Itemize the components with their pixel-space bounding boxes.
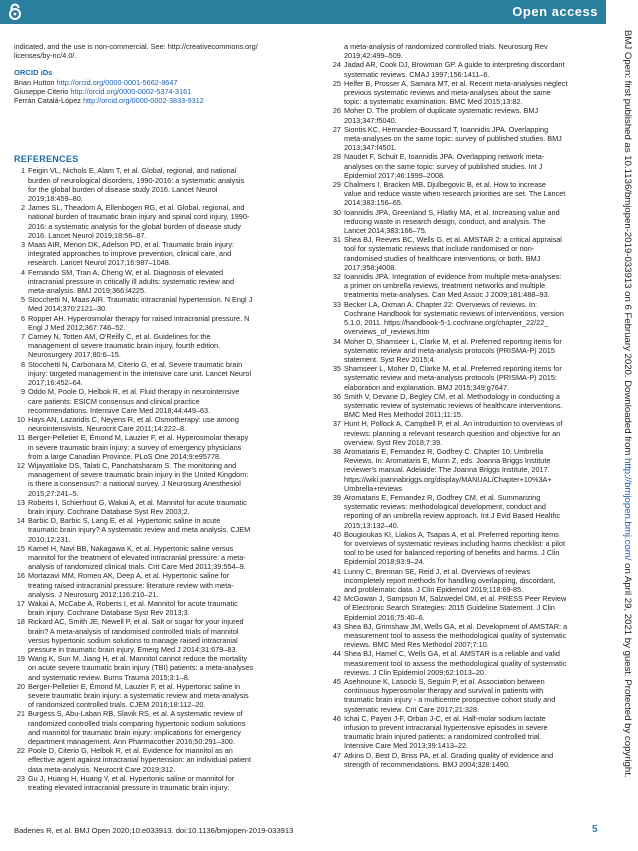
reference-text: Kamel H, Navi BB, Nakagawa K, et al. Hypertonic saline versus mannitol for the treatment of elevated intracranial pressure: a meta- analysis of randomized clinical trials. Crit Care Med 2011;39:554–9. bbox=[28, 543, 246, 572]
reference-number: 3 bbox=[20, 240, 25, 250]
reference-item bbox=[330, 272, 600, 300]
reference-number: 34 bbox=[332, 336, 341, 346]
reference-text: Lunny C, Brennan SE, Reid J, et al. Overviews of reviews incompletely report methods for handling overlapping, discordant, and problematic data. J Clin Epidemiol 2019;118:69-85. bbox=[344, 566, 556, 594]
orcid-entry bbox=[14, 96, 284, 105]
reference-number: 29 bbox=[332, 180, 341, 190]
footer-citation: Badenes R, et al. BMJ Open 2020;10:e033913. doi:10.1136/bmjopen-2019-033913 bbox=[14, 826, 294, 835]
page-number: 5 bbox=[592, 824, 598, 835]
side-banner-link[interactable]: http://bmjopen.bmj.com/ bbox=[622, 458, 633, 561]
reference-number: 40 bbox=[332, 529, 341, 539]
reference-text: Roberts I, Schierhout G, Wakai A, et al. Mannitol for acute traumatic brain injury. Cochrane Database Syst Rev 2003;2. bbox=[28, 497, 247, 516]
side-banner bbox=[620, 30, 634, 820]
reference-number: 46 bbox=[332, 713, 341, 723]
reference-text: Wijayatilake DS, Talati C, Panchatsharam S. The monitoring and management of severe traumatic brain injury in the United Kingdom: is there a consensus?: a national survey. J Neurosurg Anesthesiol 2015;27:241–5. bbox=[28, 460, 249, 498]
reference-number: 44 bbox=[332, 649, 341, 659]
reference-number: 33 bbox=[332, 299, 341, 309]
reference-text: Moher D. The problem of duplicate systematic reviews. BMJ 2013;347:f5040. bbox=[344, 106, 539, 125]
reference-number: 7 bbox=[20, 332, 25, 342]
reference-item bbox=[330, 751, 600, 769]
reference-text: Aromataris E, Fernandez R, Godfrey C. Chapter 10: Umbrella Reviews. In: Aromataris E, Munn Z, eds. Joanna Briggs Institute reviewer's manual. Adelaide: The Joanna Briggs Institute, 2017. https://wiki.joannabriggs.org/display/MANUAL/Chapter+10%3A+ Umbrella+reviews bbox=[344, 446, 552, 493]
reference-text: Naudet F, Schuit E, Ioannidis JPA. Overlapping network meta- analyses on the same topic: survey of published studies. Int J Epidemiol 2017;46:1999–2008. bbox=[344, 152, 545, 180]
orcid-link[interactable]: http://orcid.org/0000-0002-3833-9312 bbox=[82, 96, 204, 106]
reference-number: 35 bbox=[332, 364, 341, 374]
side-banner-prefix: BMJ Open: first published as 10.1136/bmjopen-2019-033913 on 6 February 2020. Downloaded from bbox=[622, 30, 633, 459]
reference-text: Rickard AC, Smith JE, Newell P, et al. Salt or sugar for your injured brain? A meta-analysis of randomised controlled trials of mannitol versus hypertonic sodium solutions to manage raised intracranial pressure in traumatic brain injury. Emerg Med J 2014;31:679–83. bbox=[28, 617, 244, 654]
reference-item bbox=[14, 295, 284, 313]
reference-item bbox=[330, 649, 600, 677]
open-access-label: Open access bbox=[512, 4, 598, 19]
reference-item bbox=[14, 268, 284, 296]
reference-number: 12 bbox=[16, 460, 25, 470]
reference-text: Bougioukas KI, Liakos A, Tsapas A, et al. Preferred reporting items for overviews of systematic reviews including harms checklist: a pilot tool to be used for balanced reporting of benefits and harms. J Clin Epidemiol 2018;93:9–24. bbox=[344, 529, 566, 567]
reference-item bbox=[14, 498, 284, 516]
reference-text: Ropper AH. Hyperosmolar therapy for raised intracranial pressure. N Engl J Med 2012;367:746–52. bbox=[28, 313, 250, 332]
reference-text: Hunt H, Pollock A, Campbell P, et al. An introduction to overviews of reviews: planning a relevant research question and objective for an overview. Syst Rev 2018;7:39. bbox=[344, 419, 563, 447]
reference-text: a meta-analysis of randomized controlled trials. Neurosurg Rev 2019;42:499–509. bbox=[344, 42, 548, 61]
reference-number: 27 bbox=[332, 124, 341, 134]
reference-item bbox=[330, 622, 600, 650]
preamble-line: indicated, and the use is non-commercial. See: http://creativecommons.org/ bbox=[14, 42, 258, 51]
reference-number: 26 bbox=[332, 106, 341, 116]
reference-number: 1 bbox=[20, 166, 25, 176]
reference-item bbox=[14, 654, 284, 682]
reference-number: 39 bbox=[332, 492, 341, 502]
reference-text: James SL, Theadom A, Ellenbogen RG, et al. Global, regional, and national burden of traumatic brain injury and spinal cord injury, 1990- 2016: a systematic analysis for the global burden of disease study 2016. Lancet Neurol 2019;18:56–87. bbox=[28, 203, 250, 240]
reference-text: Wang K, Sun M, Jiang H, et al. Mannitol cannot reduce the mortality on acute severe traumatic brain injury (TBI) patients: a meta-analyses and systematic review. Burns Trauma 2015;3:1–8. bbox=[28, 654, 254, 682]
reference-item bbox=[330, 447, 600, 493]
reference-number: 23 bbox=[16, 773, 25, 783]
reference-text: Oddo M, Poole D, Helbok R, et al. Fluid therapy in neurointensive care patients: ESICM consensus and clinical practice recommendations. Intensive Care Med 2018;44:449–63. bbox=[28, 387, 240, 415]
orcid-link[interactable]: http://orcid.org/0000-0001-5662-8647 bbox=[56, 77, 178, 87]
reference-text: Fernando SM, Tran A, Cheng W, et al. Diagnosis of elevated intracranial pressure in critically ill adults: systematic review and meta-analysis. BMJ 2019;366:l4225. bbox=[28, 267, 235, 296]
reference-item bbox=[330, 594, 600, 622]
reference-item bbox=[14, 387, 284, 415]
reference-text: Berger-Pelletier E, Émond M, Lauzier F, et al. Hyperosmolar therapy in severe traumatic brain injury: a survey of emergency physicians from a large Canadian Province. PLoS One 2014;9:e95778. bbox=[28, 433, 249, 461]
reference-number: 32 bbox=[332, 272, 341, 282]
reference-item bbox=[14, 516, 284, 544]
reference-number: 42 bbox=[332, 594, 341, 604]
reference-item bbox=[14, 314, 284, 332]
reference-number: 43 bbox=[332, 621, 341, 631]
reference-number: 30 bbox=[332, 207, 341, 217]
reference-text: Wakai A, McCabe A, Roberts I, et al. Mannitol for acute traumatic brain injury. Cochrane Database Syst Rev 2013;3. bbox=[28, 598, 238, 618]
reference-text: Gu J, Huang H, Huang Y, et al. Hypertonic saline or mannitol for treating elevated intracranial pressure in traumatic brain injury: bbox=[28, 773, 235, 793]
references-list-right bbox=[330, 42, 600, 769]
reference-number: 5 bbox=[20, 295, 25, 305]
reference-number: 36 bbox=[332, 391, 341, 401]
reference-item bbox=[14, 415, 284, 433]
reference-text: Berger-Pelletier E, Émond M, Lauzier F, et al. Hypertonic saline in severe traumatic brain injury: a systematic review and meta-analysis of randomized controlled trials. CJEM 2016;18:112–20. bbox=[28, 681, 249, 710]
open-access-lock-icon bbox=[6, 3, 24, 21]
reference-item bbox=[330, 677, 600, 714]
reference-text: Helfer B, Prosser A, Samara MT, et al. Recent meta-analyses neglect previous systematic reviews and meta-analyses about the same topic: a systematic examination. BMC Med 2015;13:82. bbox=[344, 78, 568, 107]
reference-text: Carney N, Totten AM, O'Reilly C, et al. Guidelines for the management of severe traumatic brain injury, fourth edition. Neurosurgery 2017;80:6–15. bbox=[28, 332, 221, 360]
reference-item bbox=[330, 180, 600, 208]
reference-item bbox=[330, 493, 600, 530]
reference-item bbox=[330, 567, 600, 595]
reference-text: Ioannidis JPA. Integration of evidence from multiple meta-analyses: a primer on umbrella reviews, treatment networks and multiple treatments meta-analyses. Can Med Assoc J 2009;181:488–93. bbox=[344, 272, 562, 300]
reference-text: Moher D, Shamseer L, Clarke M, et al. Preferred reporting items for systematic review and meta-analysis protocols (PRISMA-P) 2015 statement. Syst Rev 2015;4. bbox=[344, 336, 562, 364]
reference-number: 4 bbox=[20, 267, 25, 277]
reference-number: 22 bbox=[16, 746, 25, 756]
license-preamble bbox=[14, 42, 284, 60]
reference-number: 25 bbox=[332, 78, 341, 88]
reference-item bbox=[330, 106, 600, 124]
reference-number: 21 bbox=[16, 709, 25, 719]
reference-item bbox=[14, 682, 284, 710]
orcid-entry bbox=[14, 78, 284, 87]
reference-number: 8 bbox=[20, 359, 25, 369]
orcid-author: Brian Hutton bbox=[14, 77, 57, 87]
reference-number: 28 bbox=[332, 152, 341, 162]
reference-text: Ichai C, Payen J-F, Orban J-C, et al. Half-molar sodium lactate infusion to prevent intracranial hypertensive episodes in severe traumatic brain injured patients: a randomized controlled trial. Intensive Care Med 2013;39:1413–22. bbox=[344, 713, 548, 751]
reference-text: Maas AIR, Menon DK, Adelson PD, et al. Traumatic brain injury: integrated approaches to improve prevention, clinical care, and research. Lancet Neurol 2017;16:987–1048. bbox=[28, 240, 235, 268]
reference-number: 17 bbox=[16, 598, 25, 608]
reference-text: Siontis KC, Hernandez-Boussard T, Ioannidis JPA. Overlapping meta-analyses on the same topic: survey of published studies. BMJ 2013;347:f4501. bbox=[344, 124, 562, 153]
side-banner-suffix: on April 29, 2021 by guest. Protected by copyright. bbox=[622, 560, 633, 778]
reference-text: Shea BJ, Grimshaw JM, Wells GA, et al. Development of AMSTAR: a measurement tool to assess the methodological quality of systematic reviews. BMC Med Res Methodol 2007;7:10. bbox=[344, 621, 568, 650]
reference-text: Ioannidis JPA, Greenland S, Hlatky MA, et al. Increasing value and reducing waste in research design, conduct, and analysis. The Lancet 2014;383:166–75. bbox=[344, 207, 560, 236]
reference-item bbox=[330, 125, 600, 153]
reference-item bbox=[330, 337, 600, 365]
reference-number: 16 bbox=[16, 571, 25, 581]
reference-item bbox=[330, 300, 600, 337]
reference-number: 41 bbox=[332, 566, 341, 576]
reference-number: 13 bbox=[16, 497, 25, 507]
reference-number: 47 bbox=[332, 750, 341, 760]
orcid-link[interactable]: http://orcid.org/0000-0002-5374-3161 bbox=[70, 86, 192, 96]
reference-item bbox=[330, 419, 600, 447]
preamble-line: licenses/by-nc/4.0/. bbox=[14, 51, 77, 61]
reference-text: Hays AN, Lazaridis C, Neyens R, et al. Osmotherapy: use among neurointensivists. Neurocrit Care 2011;14:222–8. bbox=[28, 414, 239, 434]
reference-item bbox=[330, 530, 600, 567]
reference-text: Shea BJ, Reeves BC, Wells G, et al. AMSTAR 2: a critical appraisal tool for systematic reviews that include randomised or non- randomised studies of healthcare interventions, or both. BMJ 2017;358:j4008. bbox=[344, 235, 562, 272]
left-column bbox=[14, 42, 284, 792]
reference-number: 14 bbox=[16, 516, 25, 526]
reference-item bbox=[330, 42, 600, 60]
reference-number: 6 bbox=[20, 313, 25, 323]
reference-text: Burgess S, Abu-Laban RB, Slavik RS, et al. A systematic review of randomized controlled trials comparing hypertonic sodium solutions and mannitol for traumatic brain injury: implications for emergency department management. Ann Pharmacother 2016;50:291–300. bbox=[28, 709, 246, 747]
reference-item bbox=[330, 152, 600, 180]
reference-text: Stocchetti N, Maas AIR. Traumatic intracranial hypertension. N Engl J Med 2014;370:2121–30. bbox=[28, 295, 253, 314]
reference-text: Asehnoune K, Lasocki S, Seguin P, et al. Association between continuous hyperosmolar therapy and survival in patients with traumatic brain injury - a multicentre prospective cohort study and systematic review. Crit Care 2017;21:328. bbox=[344, 677, 556, 714]
reference-text: Shea BJ, Hamel C, Wells GA, et al. AMSTAR is a reliable and valid measurement tool to assess the methodological quality of systematic reviews. J Clin Epidemiol 2009;62:1013–20. bbox=[344, 649, 567, 677]
reference-number: 10 bbox=[16, 414, 25, 424]
reference-item bbox=[330, 208, 600, 236]
reference-item bbox=[14, 203, 284, 240]
journal-header-bar bbox=[0, 0, 606, 24]
reference-text: Jadad AR, Cook DJ, Browman GP. A guide to interpreting discordant systematic reviews. CMAJ 1997;156:1411–6. bbox=[344, 60, 565, 79]
orcid-heading: ORCID iDs bbox=[14, 68, 53, 78]
reference-number: 31 bbox=[332, 235, 341, 245]
reference-text: Shamseer L, Moher D, Clarke M, et al. Preferred reporting items for systematic review and meta-analysis protocols (PRISMA-P) 2015: elaboration and explanation. BMJ 2015;349:g7647. bbox=[344, 364, 562, 392]
reference-item bbox=[330, 392, 600, 420]
reference-text: Poole D, Citerio G, Helbok R, et al. Evidence for mannitol as an effective agent against intracranial hypertension: an individual patient data meta-analysis. Neurocrit Care 2019;312. bbox=[28, 746, 251, 774]
reference-text: Aromataris E, Fernandez R, Godfrey CM, et al. Summarizing systematic reviews: methodological development, conduct and reporting of an umbrella review approach. Int J Evid Based Healthc 2015;13:132–40. bbox=[344, 492, 561, 530]
reference-item bbox=[330, 714, 600, 751]
right-column bbox=[330, 42, 600, 769]
reference-number: 20 bbox=[16, 681, 25, 691]
reference-number: 9 bbox=[20, 387, 25, 397]
reference-item bbox=[14, 166, 284, 203]
reference-number: 2 bbox=[20, 203, 25, 213]
reference-item bbox=[330, 235, 600, 272]
reference-item bbox=[14, 433, 284, 461]
reference-text: Becker LA, Oxman A. Chapter 22: Overviews of reviews. In: Cochrane Handbook for systematic reviews of interventions, version 5.1.0, 2011. https://handbook-5-1.cochrane.org/chapter_22/22_ overviews_of_reviews.htm bbox=[344, 299, 564, 337]
reference-text: Feigin VL, Nichols E, Alam T, et al. Global, regional, and national burden of neurological disorders, 1990-2016: a systematic analysis for the global burden of disease study 2016. Lancet Neurol 2019;18:459–80. bbox=[28, 166, 245, 204]
orcid-author: Ferrán Catalá-López bbox=[14, 96, 83, 106]
reference-item bbox=[14, 461, 284, 498]
reference-number: 45 bbox=[332, 677, 341, 687]
reference-text: Chalmers I, Bracken MB, Djulbegovic B, et al. How to increase value and reduce waste when research priorities are set. The Lancet 2014;383:156–65. bbox=[344, 180, 566, 208]
references-list-left bbox=[14, 166, 284, 792]
reference-text: McGowan J, Sampson M, Salzwedel DM, et al. PRESS Peer Review of Electronic Search Strategies: 2015 Guideline Statement. J Clin Epidemiol 2016;75:40–6. bbox=[344, 594, 567, 622]
reference-item bbox=[14, 746, 284, 774]
reference-item bbox=[330, 364, 600, 392]
reference-item bbox=[14, 360, 284, 388]
reference-text: Mortazavi MM, Romeo AK, Deep A, et al. Hypertonic saline for treating raised intracranial pressure: literature review with meta- analysis. J Neurosurg 2012;116:210–21. bbox=[28, 571, 234, 599]
reference-number: 19 bbox=[16, 654, 25, 664]
reference-text: Barbic D, Barbic S, Lang E, et al. Hypertonic saline in acute traumatic brain injury? A systematic review and meta analysis. CJEM 2010;12:231. bbox=[28, 516, 251, 544]
reference-item bbox=[14, 544, 284, 572]
reference-number: 24 bbox=[332, 60, 341, 70]
reference-item bbox=[14, 709, 284, 746]
reference-number: 11 bbox=[17, 433, 25, 443]
reference-number: 37 bbox=[332, 419, 341, 429]
reference-item bbox=[330, 60, 600, 78]
reference-item bbox=[14, 617, 284, 654]
reference-number: 18 bbox=[16, 617, 25, 627]
reference-number: 38 bbox=[332, 446, 341, 456]
reference-item bbox=[14, 599, 284, 617]
orcid-author: Giuseppe Citerio bbox=[14, 86, 71, 96]
reference-text: Smith V, Devane D, Begley CM, et al. Methodology in conducting a systematic review of systematic reviews of healthcare interventions. BMC Med Res Methodol 2011;11:15. bbox=[344, 391, 563, 420]
reference-number: 15 bbox=[16, 543, 25, 553]
reference-item bbox=[14, 332, 284, 360]
reference-text: Atkins D, Best D, Briss PA, et al. Grading quality of evidence and strength of recommendations. BMJ 2004;328:1490. bbox=[344, 750, 554, 769]
references-heading: REFERENCES bbox=[14, 154, 79, 165]
reference-item bbox=[14, 774, 284, 792]
reference-item bbox=[330, 79, 600, 107]
reference-text: Stocchetti N, Carbonara M, Citerio G, et al. Severe traumatic brain injury: targeted management in the intensive care unit. Lancet Neurol 2017;16:452–64. bbox=[28, 359, 252, 388]
reference-item bbox=[14, 571, 284, 599]
orcid-entry bbox=[14, 87, 284, 96]
reference-item bbox=[14, 240, 284, 268]
